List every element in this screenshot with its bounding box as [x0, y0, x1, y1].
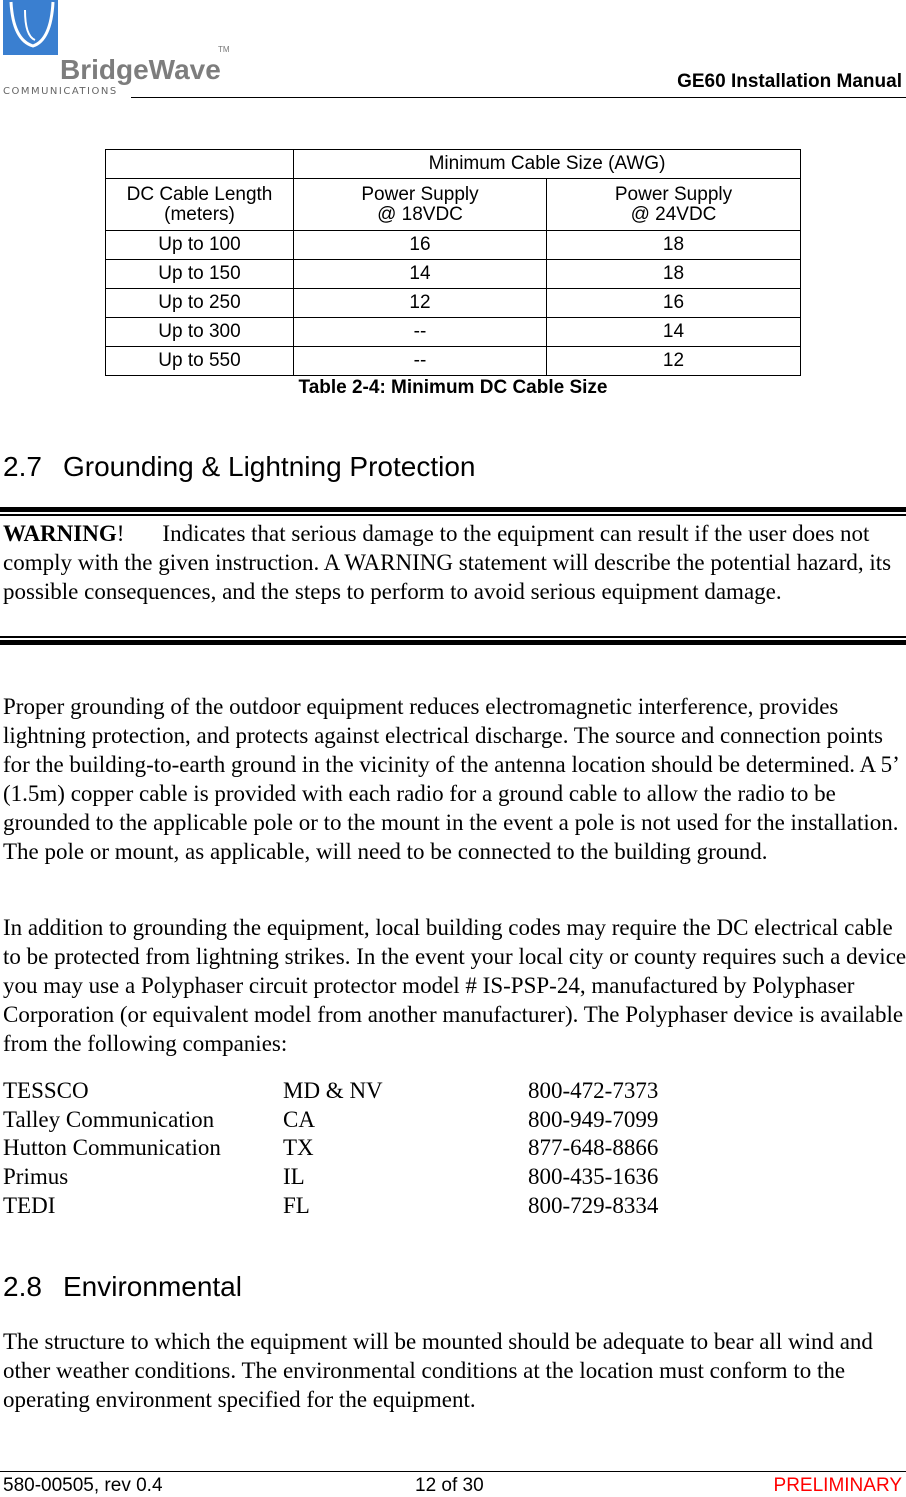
footer-status: PRELIMINARY [773, 1475, 902, 1496]
table-corner-cell [106, 150, 294, 179]
logo-trademark: TM [218, 45, 230, 54]
logo-subtitle: COMMUNICATIONS [3, 86, 118, 97]
table-cell: 12 [294, 289, 547, 318]
table-cell: Up to 150 [106, 260, 294, 289]
warning-rule-bottom-thin [0, 636, 906, 638]
table-row [106, 231, 801, 260]
warning-rule-bottom [0, 640, 906, 645]
table-cell: 14 [547, 318, 801, 347]
footer-rule [0, 1471, 906, 1472]
table-cell: 18 [547, 260, 801, 289]
table-group-header: Minimum Cable Size (AWG) [294, 150, 801, 179]
company-list-cell: 800-949-7099 [528, 1107, 659, 1132]
company-list-cell: TX [283, 1135, 314, 1160]
grounding-paragraph: Proper grounding of the outdoor equipment reduces electromagnetic interference, provides lightning protection, and protects against electrical discharge. The source and connection points for the building-to-earth ground in the vicinity of the antenna location should be determined. A 5’ (1.5m) copper cable is provided with each radio for a ground cable to allow the radio to be grounded to the applicable pole or to the mount in the event a pole is not used for the installation. The pole or mount, as applicable, will need to be connected to the building ground. [3, 694, 899, 864]
section-heading-2-8: 2.8 Environmental [3, 1271, 242, 1302]
company-list-cell: MD & NV [283, 1078, 383, 1103]
warning-rule-top-thin [0, 514, 906, 516]
table-cell: 18 [547, 231, 801, 260]
footer-page-number: 12 of 30 [415, 1475, 484, 1496]
lightning-paragraph: In addition to grounding the equipment, local building codes may require the DC electrical cable to be protected from lightning strikes. In the event your local city or county requires such a device you may use a Polyphaser circuit protector model # IS-PSP-24, manufactured by Polyphaser Corporation (or equivalent model from another manufacturer). The Polyphaser device is available from the following companies: [3, 915, 906, 1056]
company-list-cell: 800-729-8334 [528, 1193, 659, 1218]
environmental-paragraph: The structure to which the equipment will be mounted should be adequate to bear all wind and other weather conditions. The environmental conditions at the location must conform to the operating environment specified for the equipment. [3, 1329, 873, 1412]
column-header: DC Cable Length (meters) [106, 179, 294, 231]
column-header: Power Supply @ 24VDC [547, 179, 801, 231]
column-header: Power Supply @ 18VDC [294, 179, 547, 231]
company-list-cell: IL [283, 1164, 305, 1189]
table-row [106, 260, 801, 289]
table-cell: 12 [547, 347, 801, 376]
header-rule [131, 97, 906, 98]
company-list-cell: TESSCO [3, 1078, 89, 1103]
footer-doc-number: 580-00505, rev 0.4 [3, 1475, 163, 1496]
company-list-cell: Primus [3, 1164, 69, 1189]
table-row [106, 289, 801, 318]
table-cell: -- [294, 318, 547, 347]
table-cell: Up to 250 [106, 289, 294, 318]
company-list-cell: FL [283, 1193, 310, 1218]
warning-rule-top [0, 507, 906, 512]
table-row [106, 318, 801, 347]
table-cell: 16 [294, 231, 547, 260]
company-list-cell: 800-472-7373 [528, 1078, 659, 1103]
table-cell: 14 [294, 260, 547, 289]
table-cell: 16 [547, 289, 801, 318]
company-list-cell: 800-435-1636 [528, 1164, 659, 1189]
header-title: GE60 Installation Manual [677, 71, 902, 92]
bridgewave-logo-icon [3, 0, 58, 55]
logo-wordmark: BridgeWave [60, 54, 221, 85]
company-list-cell: Hutton Communication [3, 1135, 221, 1160]
company-list-cell: 877-648-8866 [528, 1135, 659, 1160]
table-cell: Up to 550 [106, 347, 294, 376]
warning-box: WARNING! Indicates that serious damage to the equipment can result if the user does not comply with the given instruction. A WARNING statement will describe the potential hazard, its possible consequences, and the steps to perform to avoid serious equipment damage. [3, 521, 892, 604]
table-cell: Up to 100 [106, 231, 294, 260]
table-row [106, 347, 801, 376]
company-list-cell: Talley Communication [3, 1107, 215, 1132]
cable-size-table [105, 149, 801, 376]
company-list-cell: CA [283, 1107, 315, 1132]
table-cell: -- [294, 347, 547, 376]
table-cell: Up to 300 [106, 318, 294, 347]
company-list-cell: TEDI [3, 1193, 56, 1218]
section-heading-2-7: 2.7 Grounding & Lightning Protection [3, 451, 476, 482]
table-caption: Table 2-4: Minimum DC Cable Size [298, 377, 608, 398]
